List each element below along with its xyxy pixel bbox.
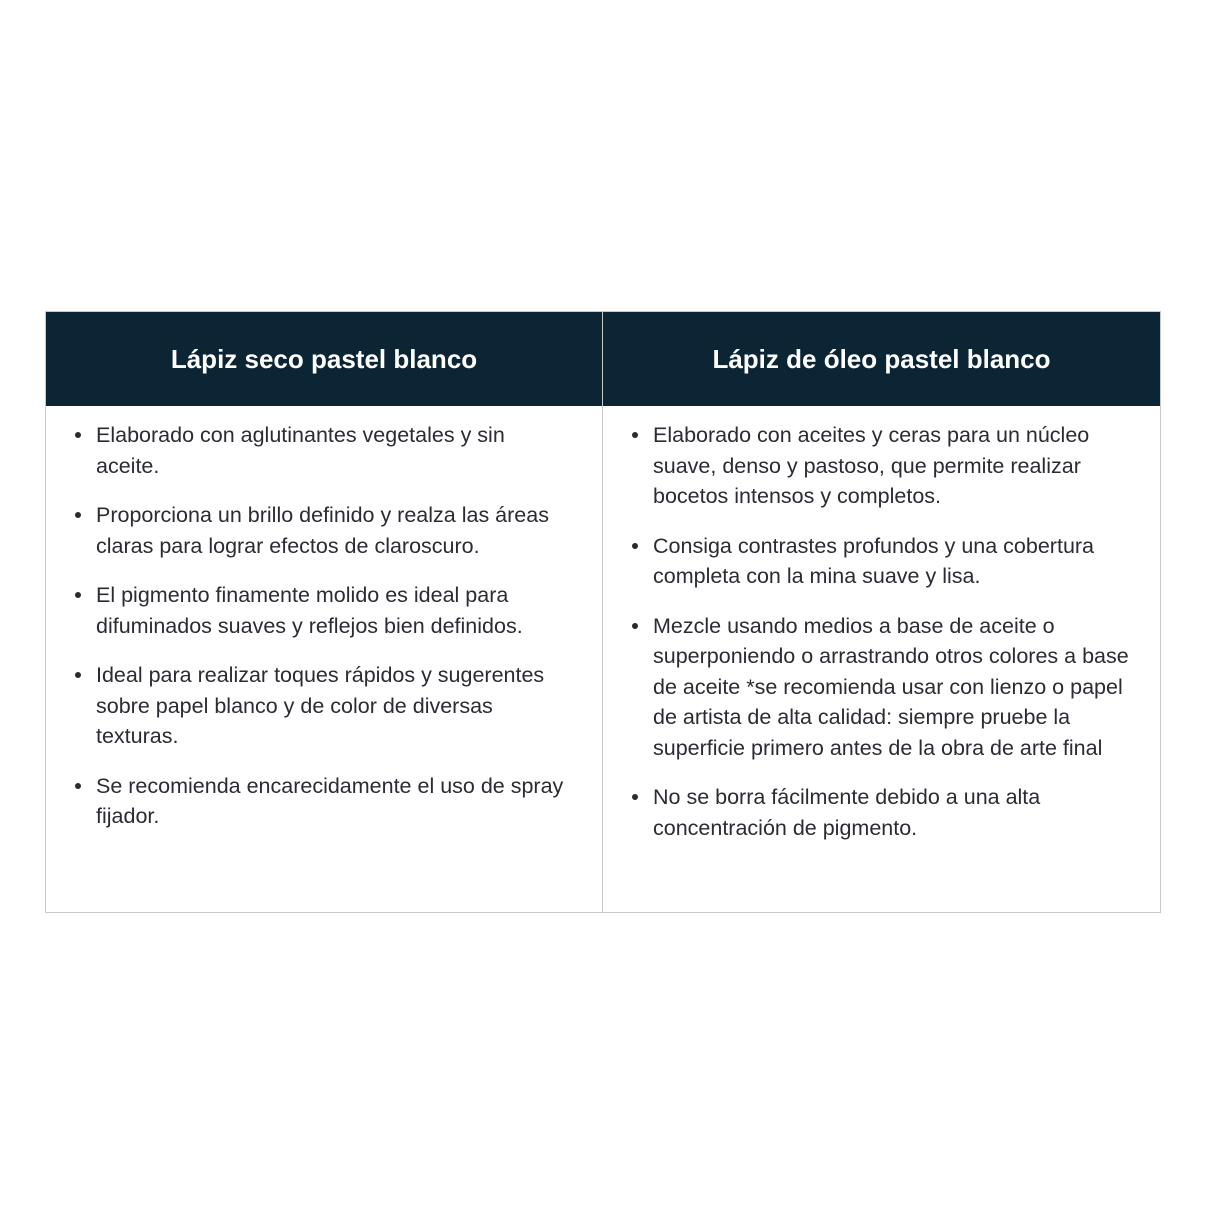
list-item: Proporciona un brillo definido y realza las áreas claras para lograr efectos de claroscuro. (74, 500, 572, 561)
list-item: El pigmento finamente molido es ideal para difuminados suaves y reflejos bien definidos. (74, 580, 572, 641)
column-cell-dry-pastel (46, 406, 603, 912)
list-item: No se borra fácilmente debido a una alta concentración de pigmento. (631, 782, 1130, 843)
column-cell-oil-pastel (603, 406, 1160, 912)
list-item: Elaborado con aglutinantes vegetales y sin aceite. (74, 420, 572, 481)
comparison-table (45, 311, 1161, 913)
feature-list-oil-pastel (631, 420, 1130, 843)
list-item: Mezcle usando medios a base de aceite o superponiendo o arrastrando otros colores a base de aceite *se recomienda usar con lienzo o papel de artista de alta calidad: siempre pruebe la superficie primero antes de la obra de arte final (631, 611, 1130, 764)
column-header-oil-pastel: Lápiz de óleo pastel blanco (603, 312, 1160, 406)
list-item: Elaborado con aceites y ceras para un núcleo suave, denso y pastoso, que permite realizar bocetos intensos y completos. (631, 420, 1130, 512)
column-header-dry-pastel: Lápiz seco pastel blanco (46, 312, 603, 406)
list-item: Ideal para realizar toques rápidos y sugerentes sobre papel blanco y de color de diversas texturas. (74, 660, 572, 752)
list-item: Se recomienda encarecidamente el uso de spray fijador. (74, 771, 572, 832)
feature-list-dry-pastel (74, 420, 572, 832)
list-item: Consiga contrastes profundos y una cobertura completa con la mina suave y lisa. (631, 531, 1130, 592)
